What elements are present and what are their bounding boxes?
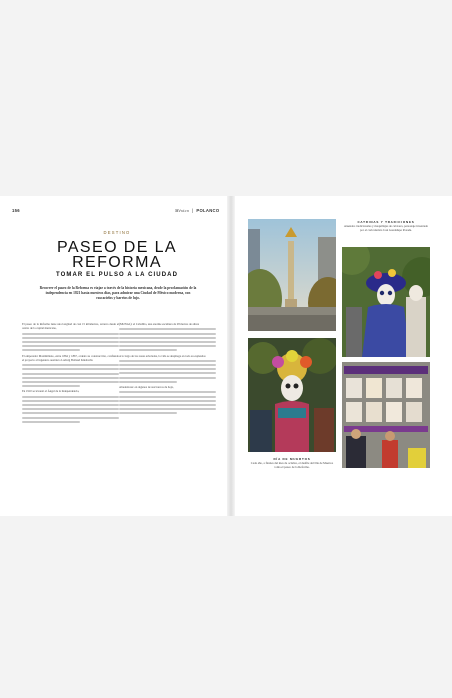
photo-catrina-couple	[342, 247, 430, 357]
body-paragraph: En 1910 se levantó el Ángel de la Independencia,	[22, 389, 80, 394]
body-paragraph: A lo largo de las zonas arboladas, la vida se despliega en todo su esplendor.	[119, 353, 207, 358]
spread-gutter	[227, 196, 235, 516]
body-column-left	[22, 322, 119, 425]
body-paragraph: El paseo de la Reforma tiene una longitud de casi 15 kilómetros, arranca desde el centro de la capital mexicana,	[22, 322, 119, 331]
article-kicker: DESTINO	[103, 230, 131, 235]
caption-text: Atuendos tradicionales y maquillajes de calavera, personaje inventado por el caricaturista José Guadalupe Posada.	[343, 224, 429, 233]
caption-title: CATRINAS Y TRADICIONES	[357, 220, 415, 224]
body-paragraph: (MUNAL): el Caballito, una enorme escultura de 28 metros de altura	[119, 322, 200, 326]
body-paragraph: Alrededores: en algunos de sus bancos de hoja,	[119, 385, 174, 390]
photo-altar-offerings	[342, 362, 430, 468]
article-subtitle: TOMAR EL PULSO A LA CIUDAD	[55, 272, 179, 278]
body-column-right	[119, 322, 216, 417]
photo-catrina-parade	[248, 338, 336, 452]
article-title: PASEO DE LA REFORMA	[56, 239, 178, 271]
running-header-section: POLANCO	[196, 208, 220, 213]
caption-title: DÍA DE MUERTOS	[273, 457, 311, 461]
running-header: México | POLANCO	[175, 208, 220, 213]
photo-angel-independencia	[248, 219, 336, 331]
article-lede: Recorrer el paseo de la Reforma es viajar a través de la historia mexicana, desde la proclamación de la independencia en 1821 hasta nuestros días, para admirar una Ciudad de México moderna, con rascacielos y barrios de lujo.	[39, 286, 197, 301]
running-header-city: México	[175, 208, 190, 213]
body-paragraph: El emperador Maximiliano, entre 1864 y 1867, ordenó su construcción, confiando el proyecto al ingeniero austriaco Ludwig Bolland Kindrachi.	[22, 353, 119, 362]
caption-text: Cada año, a finales del mes de octubre, el desfile del Día de Muertos toma el paseo de la Reforma.	[250, 461, 334, 470]
page-number: 156	[12, 208, 20, 213]
caption-dia-de-muertos	[250, 457, 334, 470]
magazine-spread	[0, 196, 452, 516]
caption-catrinas	[343, 220, 429, 233]
